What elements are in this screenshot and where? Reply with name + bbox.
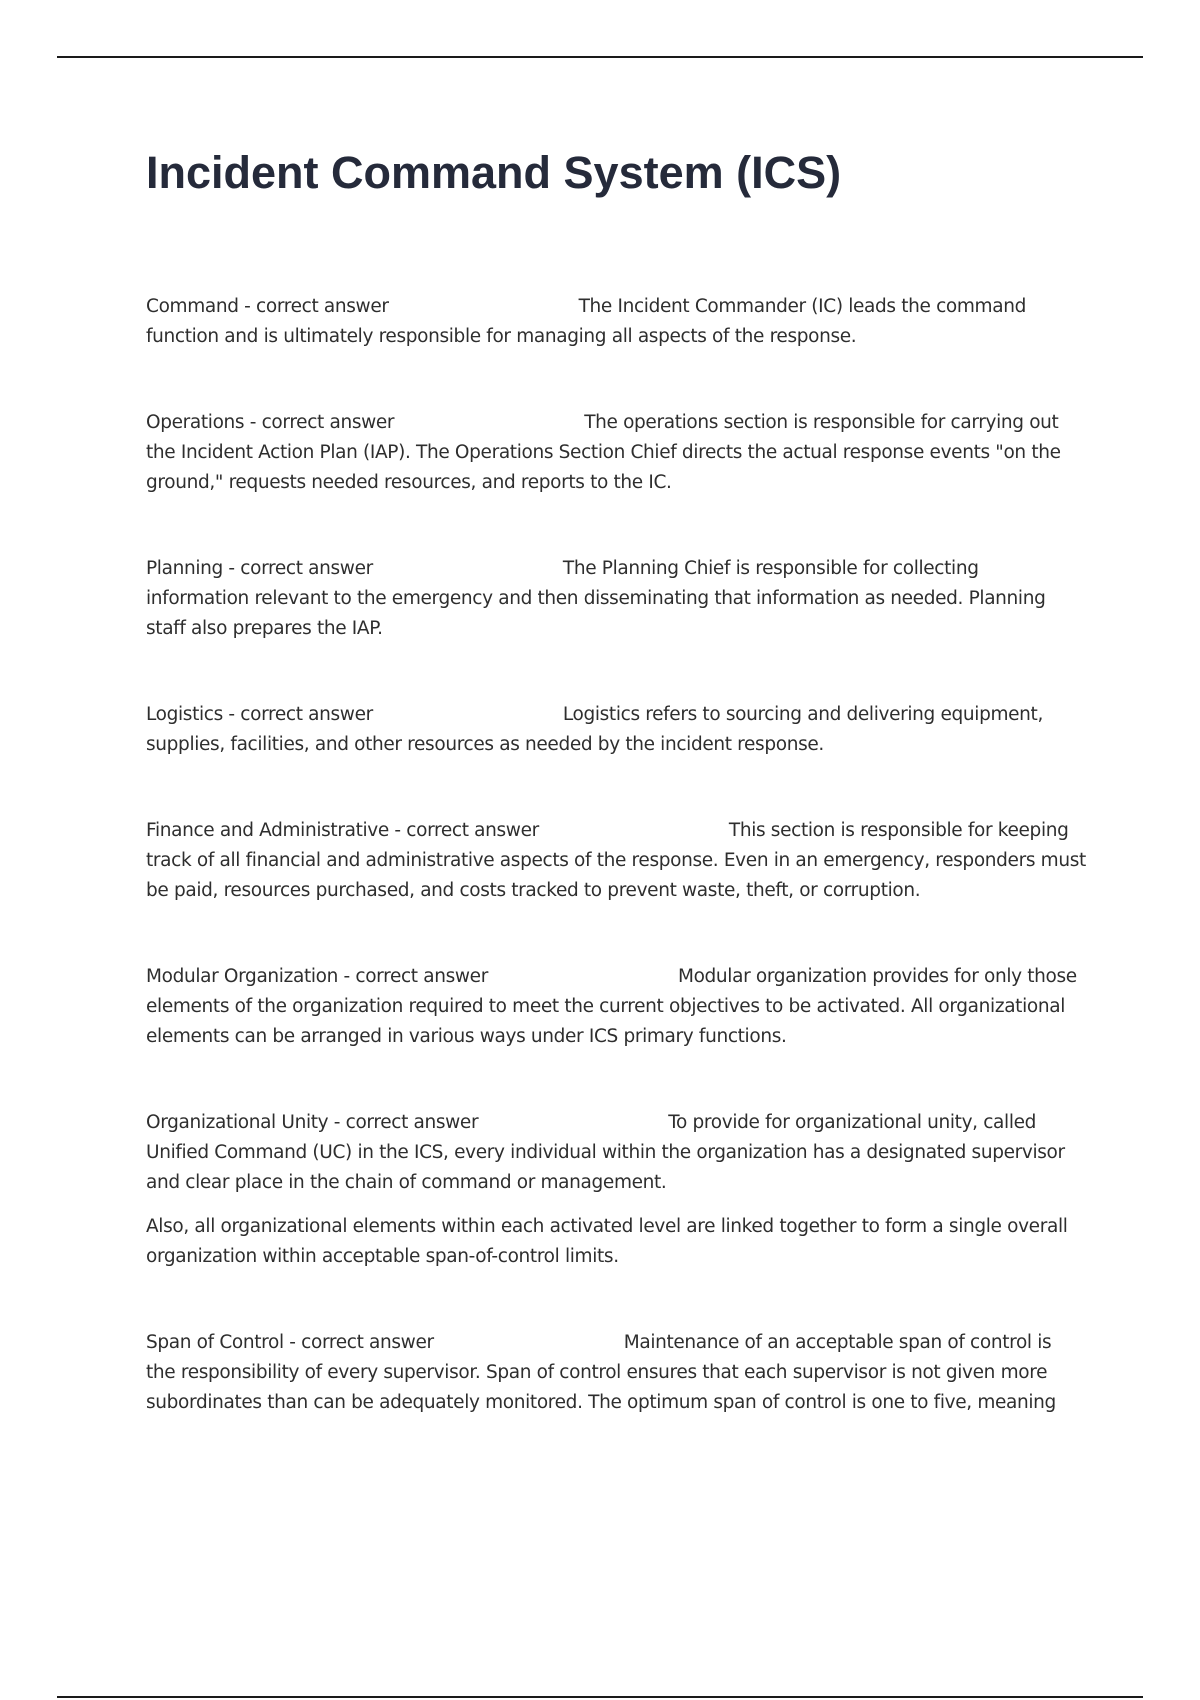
entry-text: This section is responsible for keeping track of all financial and administrative aspects of the response. Even in an emergency, responders must be paid, resources purchased, and costs tracked to prevent waste, theft, or corruption. <box>146 820 1086 901</box>
entry-separator: - <box>283 1332 302 1353</box>
entry-definition <box>146 292 1086 352</box>
entry-definition <box>146 554 1086 644</box>
entry-definition <box>146 1108 1086 1198</box>
entry-text: Also, all organizational elements within each activated level are linked together to form a single overall organization within acceptable span-of-control limits. <box>146 1216 1068 1267</box>
entry-definition <box>146 1328 1086 1418</box>
entry-separator: - <box>328 1112 346 1133</box>
document-title: Incident Command System (ICS) <box>146 147 842 198</box>
entry-definition <box>146 816 1086 906</box>
entry-separator: - <box>388 820 407 841</box>
entry-answer-label: correct answer <box>256 296 389 317</box>
glossary-entry <box>146 962 1086 1052</box>
entry-separator: - <box>337 966 356 987</box>
entry-text: The Incident Commander (IC) leads the command function and is ultimately responsible for managing all aspects of the response. <box>146 296 1026 347</box>
entry-definition <box>146 962 1086 1052</box>
entry-term: Command <box>146 296 239 317</box>
entry-text: Modular organization provides for only those elements of the organization required to meet the current objectives to be activated. All organizational elements can be arranged in various ways under ICS primary functions. <box>146 966 1077 1047</box>
entry-answer-label: correct answer <box>301 1332 434 1353</box>
entry-term: Organizational Unity <box>146 1112 329 1133</box>
entry-text: Logistics refers to sourcing and delivering equipment, supplies, facilities, and other resources as needed by the incident response. <box>146 704 1043 755</box>
entry-continuation <box>146 1212 1086 1272</box>
entry-answer-label: correct answer <box>240 704 373 725</box>
glossary-entry <box>146 292 1086 352</box>
glossary-entry <box>146 1328 1086 1418</box>
glossary-entry <box>146 408 1086 498</box>
entries-list <box>146 292 1086 1474</box>
entry-term: Modular Organization <box>146 966 338 987</box>
glossary-entry <box>146 700 1086 760</box>
entry-text: The Planning Chief is responsible for collecting information relevant to the emergency and then disseminating that information as needed. Planning staff also prepares the IAP. <box>146 558 1046 639</box>
entry-definition <box>146 700 1086 760</box>
entry-answer-label: correct answer <box>345 1112 479 1133</box>
entry-term: Finance and Administrative <box>146 820 389 841</box>
entry-answer-label: correct answer <box>406 820 539 841</box>
entry-text: Maintenance of an acceptable span of control is the responsibility of every supervisor. Span of control ensures that each supervisor is not given more subordinates than can be adequately monitored. The optimum span of control is one to five, meaning <box>146 1332 1056 1413</box>
entry-definition <box>146 408 1086 498</box>
entry-term: Planning <box>146 558 223 579</box>
entry-text: The operations section is responsible for carrying out the Incident Action Plan (IAP). The Operations Section Chief directs the actual response events "on the ground," requests needed resources, and reports to the IC. <box>146 412 1061 493</box>
entry-term: Logistics <box>146 704 223 725</box>
glossary-entry <box>146 554 1086 644</box>
entry-answer-label: correct answer <box>261 412 395 433</box>
top-rule <box>57 56 1143 58</box>
entry-separator: - <box>238 296 257 317</box>
bottom-rule <box>57 1696 1143 1698</box>
entry-separator: - <box>222 558 241 579</box>
entry-answer-label: correct answer <box>355 966 488 987</box>
glossary-entry <box>146 1108 1086 1272</box>
entry-separator: - <box>244 412 262 433</box>
glossary-entry <box>146 816 1086 906</box>
entry-separator: - <box>222 704 241 725</box>
entry-term: Operations <box>146 412 245 433</box>
entry-answer-label: correct answer <box>240 558 373 579</box>
entry-text: To provide for organizational unity, called Unified Command (UC) in the ICS, every individual within the organization has a designated supervisor and clear place in the chain of command or management. <box>146 1112 1065 1193</box>
entry-term: Span of Control <box>146 1332 284 1353</box>
